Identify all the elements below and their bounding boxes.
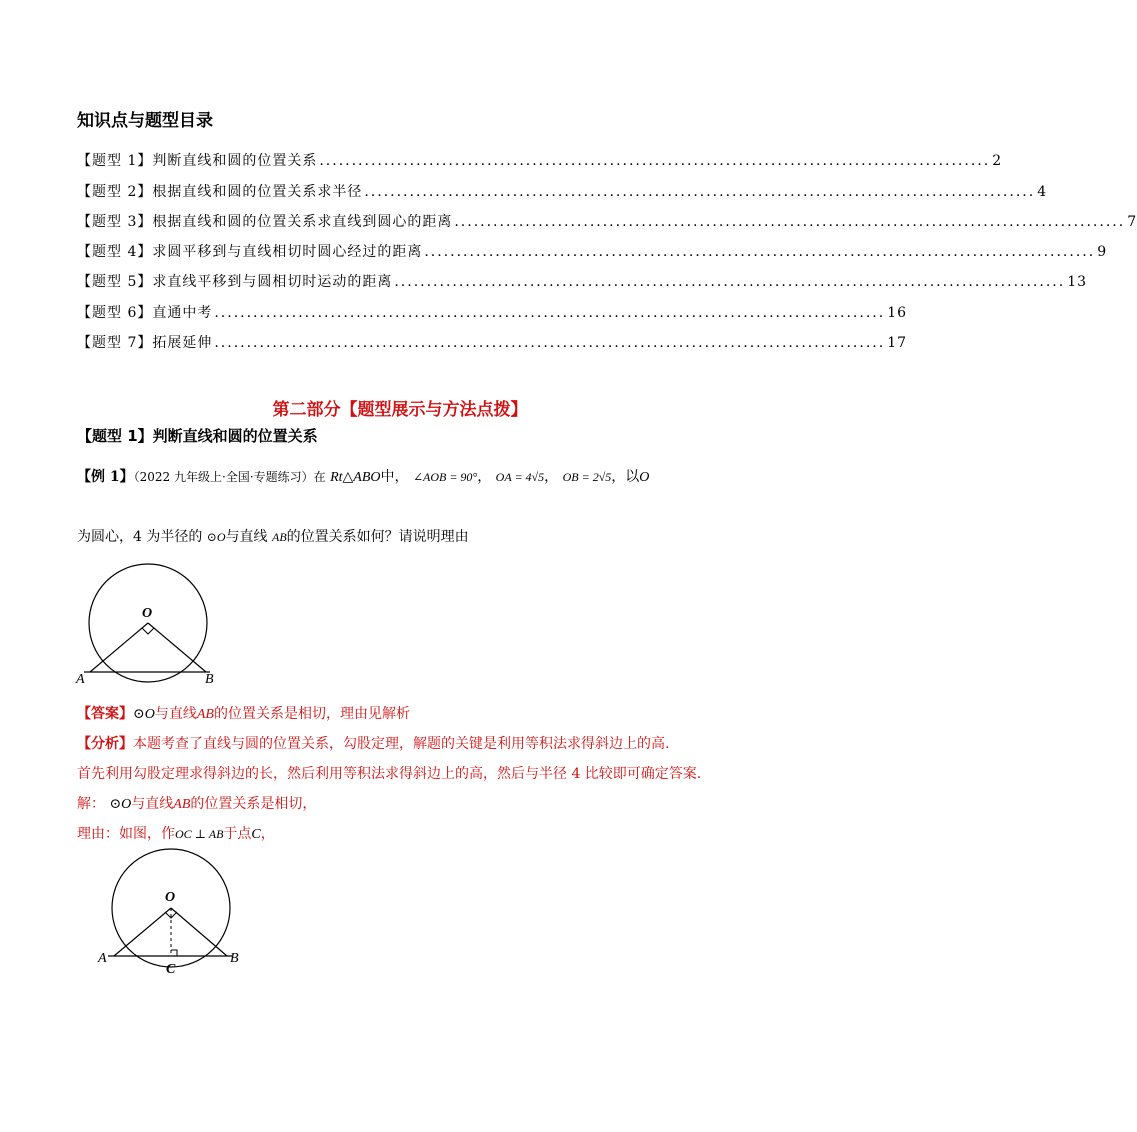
figure-circle-triangle-2: [92, 850, 262, 985]
example-o: O: [639, 470, 650, 485]
example-sep2: ，: [544, 469, 559, 485]
toc-item-page: 16: [887, 305, 908, 321]
answer-ab: AB: [196, 707, 214, 722]
segment-ob: [171, 908, 227, 956]
toc-item[interactable]: [77, 181, 1048, 203]
example-rt: Rt△ABO: [330, 470, 381, 485]
toc-leader-dots: ........................................................................................................: [364, 184, 1036, 200]
toc-item[interactable]: [77, 332, 908, 354]
toc-item-label: 【题型 7】拓展延伸: [77, 335, 213, 351]
toc-item[interactable]: [77, 302, 908, 324]
segment-oa: [90, 623, 148, 672]
solution-text-a: 与直线: [131, 796, 174, 812]
toc-leader-dots: ........................................................................................................: [214, 305, 886, 321]
label-o: O: [165, 890, 176, 905]
example-angle: ∠AOB = 90°: [412, 470, 478, 484]
example-zhong: 中，: [380, 469, 409, 485]
solution-ab: AB: [173, 797, 191, 812]
analysis-tag: 【分析】: [77, 736, 133, 752]
answer-text-b: 的位置关系是相切，理由见解析: [213, 706, 410, 722]
example-line-2: [77, 526, 469, 546]
right-angle-mark: [142, 628, 154, 634]
solution-text-b: 的位置关系是相切，: [190, 796, 317, 812]
reason-text-a: 理由：如图，作: [77, 826, 175, 842]
label-a: A: [76, 672, 85, 687]
example-line2-c: 的位置关系如何？请说明理由: [286, 529, 469, 545]
label-b: B: [230, 951, 239, 966]
toc-title: 知识点与题型目录: [77, 111, 213, 131]
toc-item[interactable]: [77, 271, 1088, 293]
example-ab: AB: [272, 530, 287, 544]
label-o: O: [142, 606, 153, 621]
toc-item-label: 【题型 4】求圆平移到与直线相切时圆心经过的距离: [77, 244, 423, 260]
example-tag: 【例 1】: [77, 469, 134, 485]
example-line-1: [77, 466, 649, 486]
example-tail: ，以: [611, 469, 640, 485]
solution-prefix: 解：: [77, 796, 105, 812]
example-circle-o: ⊙O: [206, 530, 226, 544]
analysis-line-1: [77, 733, 669, 753]
toc-leader-dots: ........................................................................................................: [214, 335, 886, 351]
example-ob: OB = 2√5: [562, 470, 612, 484]
analysis-text-1: 本题考查了直线与圆的位置关系，勾股定理，解题的关键是利用等积法求得斜边上的高.: [133, 736, 670, 752]
figure-circle-triangle-1: [70, 555, 240, 690]
toc-item[interactable]: [77, 150, 1003, 172]
segment-ob: [148, 623, 206, 672]
reason-end: ，: [260, 826, 275, 842]
toc-item-label: 【题型 1】判断直线和圆的位置关系: [77, 153, 318, 169]
reason-line: [77, 823, 275, 843]
solution-circle-o: ⊙O: [109, 797, 132, 812]
label-c: C: [166, 962, 176, 977]
reason-formula: OC ⊥ AB: [175, 827, 224, 841]
toc-item-label: 【题型 6】直通中考: [77, 305, 213, 321]
answer-circle-o: ⊙O: [133, 707, 155, 722]
section-title: 【题型 1】判断直线和圆的位置关系: [77, 427, 318, 445]
toc-item-page: 17: [887, 335, 908, 351]
reason-c: C: [251, 827, 261, 842]
answer-text-a: 与直线: [154, 706, 197, 722]
toc-item-page: 2: [992, 153, 1003, 169]
answer-tag: 【答案】: [77, 706, 133, 722]
toc-item-label: 【题型 2】根据直线和圆的位置关系求半径: [77, 184, 363, 200]
toc-leader-dots: ........................................................................................................: [394, 274, 1066, 290]
toc-item-page: 7: [1127, 214, 1137, 230]
toc-item[interactable]: [77, 241, 1108, 263]
toc-item-label: 【题型 3】根据直线和圆的位置关系求直线到圆心的距离: [77, 214, 453, 230]
toc-leader-dots: ........................................................................................................: [424, 244, 1096, 260]
toc-item-page: 4: [1037, 184, 1048, 200]
example-line2-b: 与直线: [225, 529, 268, 545]
analysis-line-2: 首先利用勾股定理求得斜边的长，然后利用等积法求得斜边上的高，然后与半径 4 比较即可确定答案.: [77, 766, 702, 782]
right-angle-mark-c: [171, 950, 177, 956]
toc-leader-dots: ........................................................................................................: [454, 214, 1126, 230]
segment-oa: [114, 908, 171, 956]
example-oa: OA = 4√5: [495, 470, 545, 484]
part-title: 第二部分【题型展示与方法点拨】: [272, 400, 528, 420]
label-b: B: [205, 672, 214, 687]
example-sep1: ，: [477, 469, 492, 485]
toc-item-page: 13: [1067, 274, 1088, 290]
reason-text-b: 于点: [223, 826, 252, 842]
toc-item-page: 9: [1097, 244, 1108, 260]
example-line2-a: 为圆心，4 为半径的: [77, 529, 203, 545]
toc-item[interactable]: [77, 211, 1137, 233]
toc-leader-dots: ........................................................................................................: [319, 153, 991, 169]
toc-item-label: 【题型 5】求直线平移到与圆相切时运动的距离: [77, 274, 393, 290]
answer-line: [77, 703, 410, 723]
example-source: （2022 九年级上·全国·专题练习）在: [133, 470, 326, 484]
label-a: A: [98, 951, 107, 966]
solution-line: [77, 793, 316, 813]
